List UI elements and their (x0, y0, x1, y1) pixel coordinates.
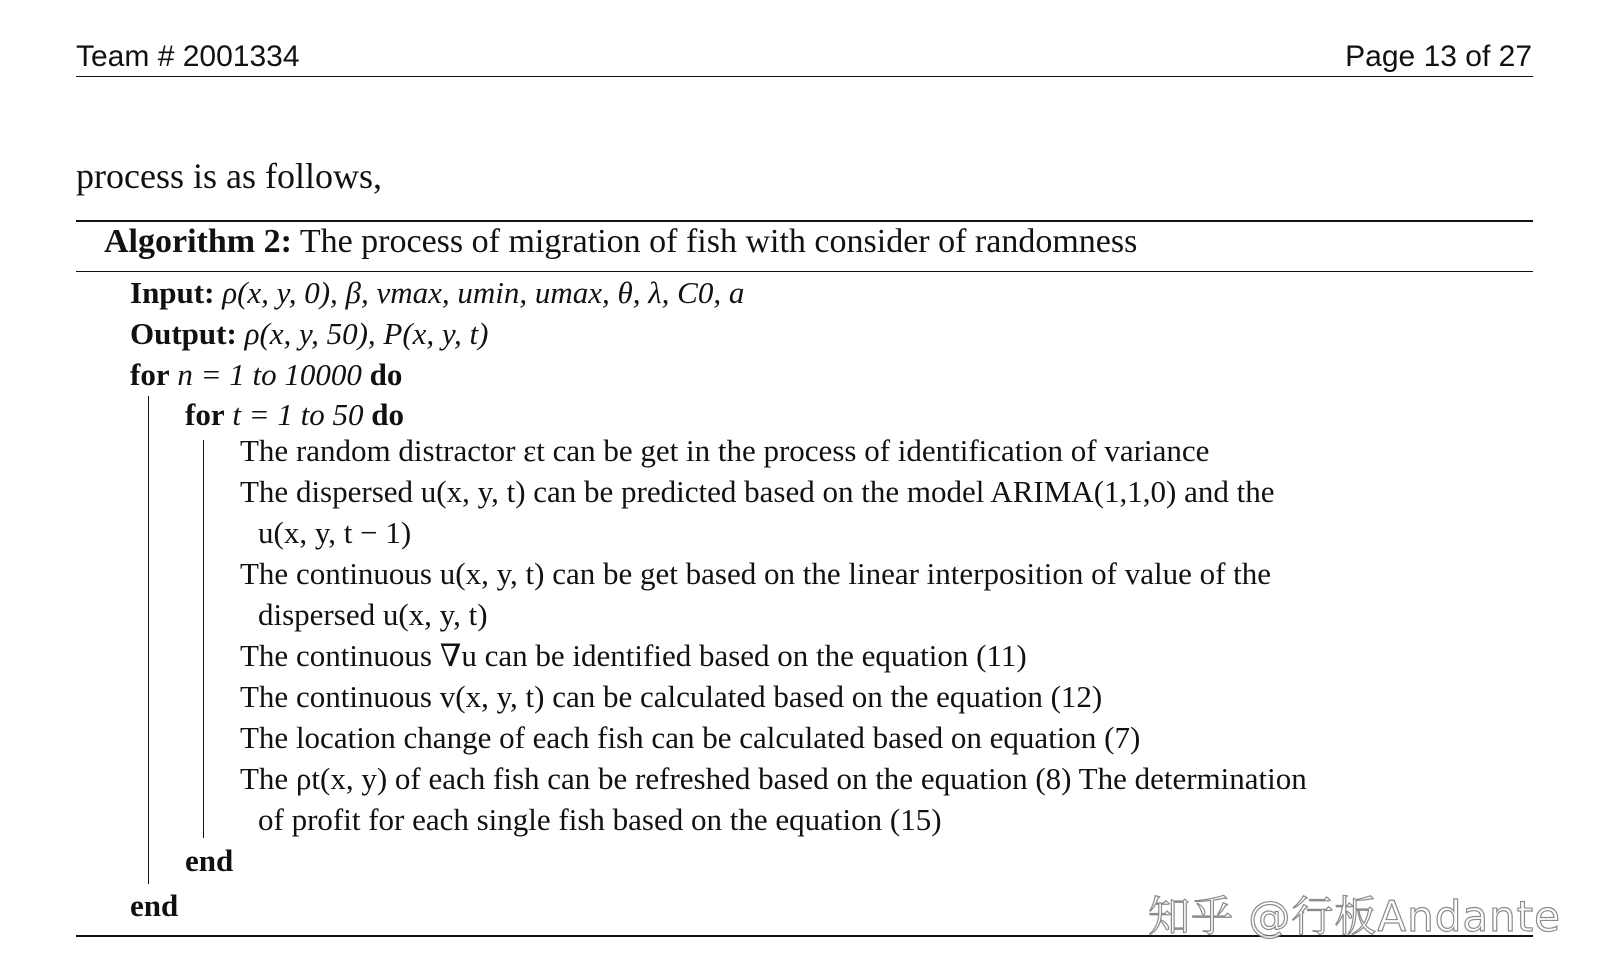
inner-for-line (185, 397, 404, 433)
input-keyword: Input: (130, 275, 215, 310)
algorithm-label: Algorithm 2: (104, 223, 292, 260)
algorithm-output (130, 316, 488, 352)
header-rule (76, 76, 1533, 77)
algorithm-input (130, 275, 744, 311)
step-density-refresh-cont: of profit for each single fish based on the equation (15) (258, 802, 942, 837)
step-location-change: The location change of each fish can be calculated based on equation (7) (240, 720, 1141, 755)
output-value: ρ(x, y, 50), P(x, y, t) (244, 316, 489, 351)
step-dispersed-prediction: The dispersed u(x, y, t) can be predicted based on the model ARIMA(1,1,0) and the (240, 474, 1275, 509)
inner-loop-range: t = 1 to 50 (232, 397, 364, 432)
algorithm-mid-rule (76, 271, 1533, 272)
step-continuous-interpolation-cont: dispersed u(x, y, t) (258, 597, 488, 632)
step-dispersed-prediction-cont: u(x, y, t − 1) (258, 515, 412, 550)
output-keyword: Output: (130, 316, 237, 351)
intro-text: process is as follows, (76, 156, 382, 196)
outer-end-keyword: end (130, 888, 179, 923)
step-velocity: The continuous v(x, y, t) can be calculated based on the equation (12) (240, 679, 1103, 714)
algorithm-title: The process of migration of fish with consider of randomness (299, 223, 1138, 260)
page-number: Page 13 of 27 (1345, 40, 1532, 73)
outer-for-line (130, 357, 402, 393)
team-number: Team # 2001334 (76, 40, 300, 73)
watermark: 知乎 @行板Andante (1148, 892, 1562, 941)
inner-end-keyword: end (185, 843, 234, 878)
step-gradient: The continuous ∇u can be identified based on the equation (11) (240, 638, 1027, 673)
inner-loop-bar (203, 440, 204, 838)
outer-loop-bar (148, 396, 149, 884)
step-density-refresh: The ρt(x, y) of each fish can be refreshed based on the equation (8) The determination (240, 761, 1307, 796)
inner-do-keyword: do (371, 397, 404, 432)
step-continuous-interpolation: The continuous u(x, y, t) can be get based on the linear interposition of value of the (240, 556, 1272, 591)
inner-for-keyword: for (185, 397, 225, 432)
input-value: ρ(x, y, 0), β, vmax, umin, umax, θ, λ, C0, a (222, 275, 745, 310)
outer-loop-range: n = 1 to 10000 (177, 357, 362, 392)
outer-do-keyword: do (369, 357, 403, 392)
outer-for-keyword: for (130, 357, 170, 392)
step-random-distractor: The random distractor εt can be get in the process of identification of variance (240, 433, 1210, 468)
algorithm-caption (104, 222, 1137, 262)
